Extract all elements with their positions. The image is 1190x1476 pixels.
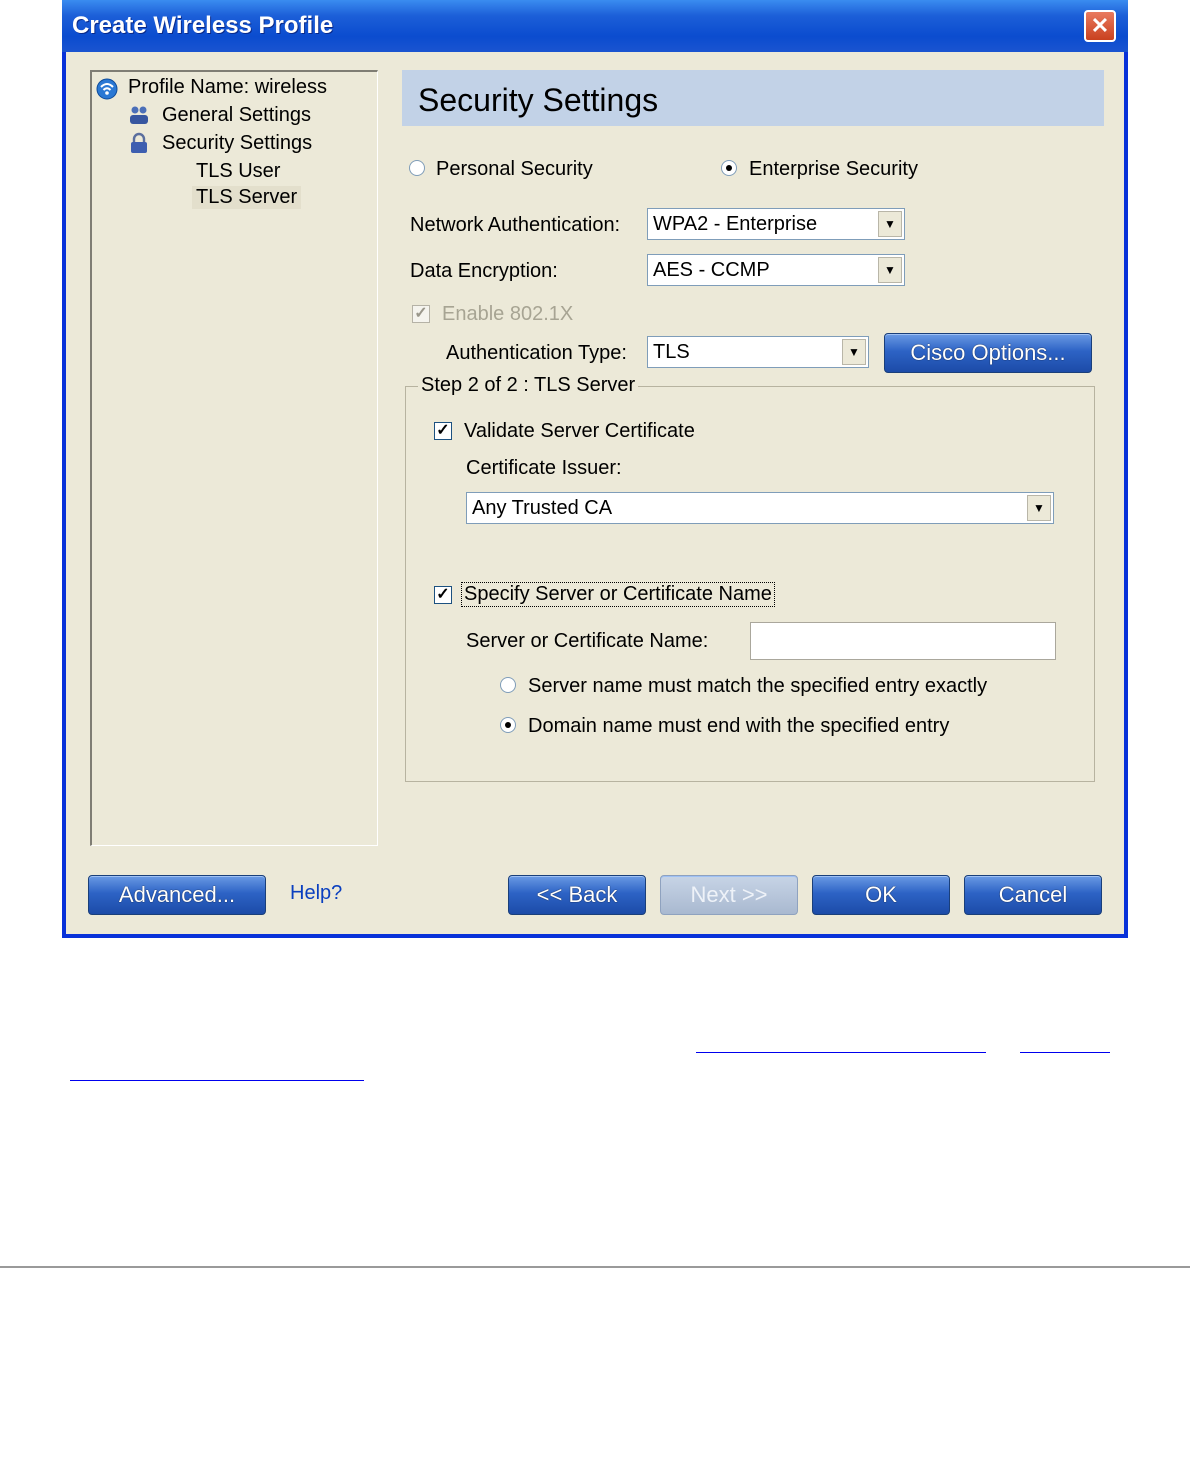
network-auth-value: WPA2 - Enterprise bbox=[653, 213, 818, 235]
enable-8021x-label: Enable 802.1X bbox=[442, 303, 574, 325]
help-link[interactable]: Help? bbox=[290, 882, 343, 904]
auth-type-select[interactable] bbox=[647, 336, 869, 368]
link-underline[interactable] bbox=[1020, 1052, 1110, 1053]
cisco-options-button[interactable]: Cisco Options... bbox=[884, 333, 1092, 373]
cert-issuer-value: Any Trusted CA bbox=[472, 497, 613, 519]
match-exact-label[interactable]: Server name must match the specified entry exactly bbox=[528, 675, 988, 697]
enterprise-security-label[interactable]: Enterprise Security bbox=[749, 158, 918, 180]
validate-cert-label[interactable]: Validate Server Certificate bbox=[464, 420, 695, 442]
ok-button[interactable]: OK bbox=[812, 875, 950, 915]
personal-security-label[interactable]: Personal Security bbox=[436, 158, 593, 180]
profile-tree bbox=[90, 70, 378, 846]
server-name-label: Server or Certificate Name: bbox=[466, 630, 709, 652]
domain-end-label[interactable]: Domain name must end with the specified entry bbox=[528, 715, 950, 737]
match-exact-radio[interactable] bbox=[500, 677, 516, 693]
enterprise-security-radio[interactable] bbox=[721, 160, 737, 176]
close-button[interactable]: ✕ bbox=[1084, 10, 1116, 42]
server-name-input[interactable] bbox=[750, 622, 1056, 660]
chevron-down-icon[interactable]: ▼ bbox=[1027, 495, 1051, 521]
specify-name-label[interactable]: Specify Server or Certificate Name bbox=[464, 583, 772, 605]
tree-item-general-settings[interactable]: General Settings bbox=[162, 104, 311, 126]
horizontal-rule bbox=[0, 1266, 1190, 1268]
auth-type-value: TLS bbox=[653, 341, 690, 363]
chevron-down-icon[interactable]: ▼ bbox=[878, 211, 902, 237]
link-underline[interactable] bbox=[696, 1052, 986, 1053]
group-caption: Step 2 of 2 : TLS Server bbox=[418, 374, 638, 397]
section-header bbox=[402, 70, 1104, 126]
window-title: Create Wireless Profile bbox=[72, 12, 334, 39]
next-button[interactable]: Next >> bbox=[660, 875, 798, 915]
chevron-down-icon[interactable]: ▼ bbox=[842, 339, 866, 365]
specify-name-checkbox[interactable]: ✓ bbox=[434, 586, 452, 604]
domain-end-radio[interactable] bbox=[500, 717, 516, 733]
tree-item-tls-user[interactable]: TLS User bbox=[196, 160, 281, 182]
enable-8021x-checkbox[interactable]: ✓ bbox=[412, 305, 430, 323]
tree-item-tls-server[interactable]: TLS Server bbox=[192, 186, 301, 209]
cert-issuer-label: Certificate Issuer: bbox=[466, 457, 622, 479]
chevron-down-icon[interactable]: ▼ bbox=[878, 257, 902, 283]
data-encryption-value: AES - CCMP bbox=[653, 259, 770, 281]
cancel-button[interactable]: Cancel bbox=[964, 875, 1102, 915]
users-icon bbox=[128, 104, 150, 126]
network-auth-select[interactable] bbox=[647, 208, 905, 240]
title-bar[interactable] bbox=[62, 0, 1128, 52]
tree-item-profile-name[interactable]: Profile Name: wireless bbox=[128, 76, 327, 98]
cert-issuer-select[interactable] bbox=[466, 492, 1054, 524]
wifi-icon bbox=[96, 78, 118, 100]
advanced-button[interactable]: Advanced... bbox=[88, 875, 266, 915]
auth-type-label: Authentication Type: bbox=[446, 342, 627, 364]
page-title: Security Settings bbox=[418, 82, 659, 118]
dialog-client-area bbox=[66, 52, 1124, 934]
validate-cert-checkbox[interactable]: ✓ bbox=[434, 422, 452, 440]
data-encryption-select[interactable] bbox=[647, 254, 905, 286]
link-underline[interactable] bbox=[70, 1080, 364, 1081]
personal-security-radio[interactable] bbox=[409, 160, 425, 176]
create-wireless-profile-dialog bbox=[62, 0, 1128, 938]
data-encryption-label: Data Encryption: bbox=[410, 260, 558, 282]
network-auth-label: Network Authentication: bbox=[410, 214, 621, 236]
tree-item-security-settings[interactable]: Security Settings bbox=[162, 132, 313, 154]
back-button[interactable]: << Back bbox=[508, 875, 646, 915]
lock-icon bbox=[128, 132, 150, 154]
